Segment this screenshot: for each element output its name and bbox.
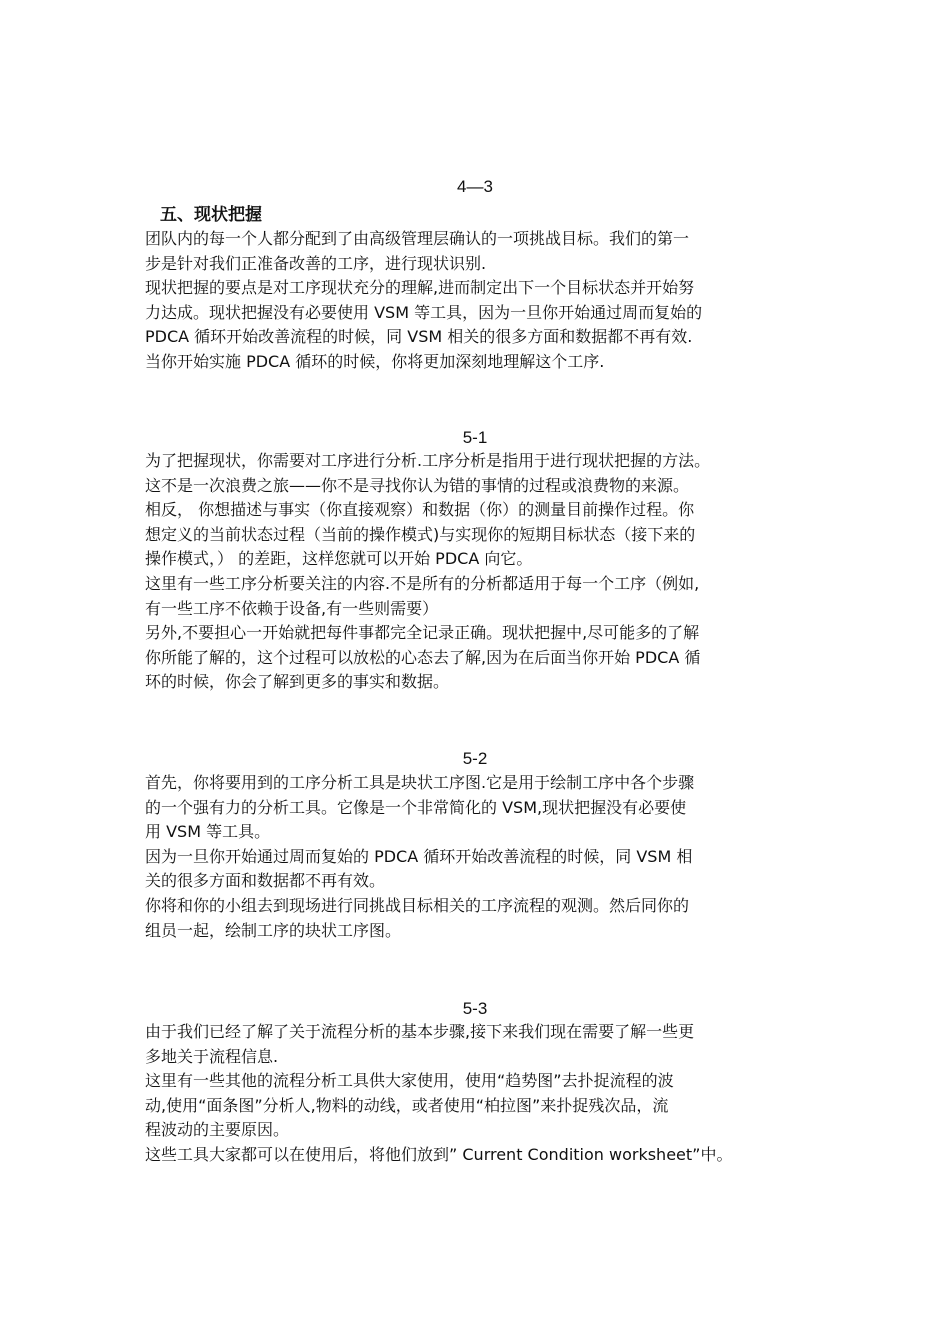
paragraph-line: 相反， 你想描述与事实（你直接观察）和数据（你）的测量目前操作过程。你 xyxy=(145,500,695,520)
paragraph-line: 有一些工序不依赖于设备,有一些则需要） xyxy=(145,598,439,618)
paragraph-line: 步是针对我们正准备改善的工序，进行现状识别. xyxy=(145,253,487,273)
paragraph-line: 你所能了解的，这个过程可以放松的心态去了解,因为在后面当你开始 PDCA 循 xyxy=(145,647,701,667)
section-number-5-1: 5-1 xyxy=(462,428,488,447)
paragraph-line: 另外,不要担心一开始就把每件事都完全记录正确。现状把握中,尽可能多的了解 xyxy=(145,623,700,643)
section-5-2-body xyxy=(145,771,825,943)
section-4-3-body xyxy=(145,227,825,375)
paragraph-line: 力达成。现状把握没有必要使用 VSM 等工具，因为一旦你开始通过周而复始的 xyxy=(145,302,703,322)
paragraph-line: 这不是一次浪费之旅——你不是寻找你认为错的事情的过程或浪费物的来源。 xyxy=(145,475,690,495)
paragraph-line: 为了把握现状，你需要对工序进行分析.工序分析是指用于进行现状把握的方法。 xyxy=(145,451,711,470)
paragraph-line: 由于我们已经了解了关于流程分析的基本步骤,接下来我们现在需要了解一些更 xyxy=(145,1022,695,1041)
section-5-3-body xyxy=(145,1020,825,1168)
section-number-5-2: 5-2 xyxy=(462,749,488,768)
paragraph-line: 程波动的主要原因。 xyxy=(145,1120,290,1140)
paragraph-line: 关的很多方面和数据都不再有效。 xyxy=(145,871,386,891)
paragraph-line: 这里有一些其他的流程分析工具供大家使用，使用“趋势图”去扑捉流程的波 xyxy=(145,1071,674,1091)
paragraph-line: 这里有一些工序分析要关注的内容.不是所有的分析都适用于每一个工序（例如, xyxy=(145,573,700,593)
paragraph-line: 因为一旦你开始通过周而复始的 PDCA 循环开始改善流程的时候，同 VSM 相 xyxy=(145,846,693,866)
paragraph-line: 组员一起，绘制工序的块状工序图。 xyxy=(145,920,402,940)
paragraph-line: 当你开始实施 PDCA 循环的时候，你将更加深刻地理解这个工序. xyxy=(145,351,605,371)
paragraph-line: 用 VSM 等工具。 xyxy=(145,822,271,842)
paragraph-line: 这些工具大家都可以在使用后，将他们放到” Current Condition worksheet”中。 xyxy=(145,1144,733,1164)
section-number-5-3: 5-3 xyxy=(462,999,488,1018)
paragraph-line: 想定义的当前状态过程（当前的操作模式)与实现你的短期目标状态（接下来的 xyxy=(145,524,696,544)
paragraph-line: 的一个强有力的分析工具。它像是一个非常简化的 VSM,现状把握没有必要使 xyxy=(145,797,687,817)
paragraph-line: PDCA 循环开始改善流程的时候，同 VSM 相关的很多方面和数据都不再有效. xyxy=(145,327,693,347)
section-heading: 五、现状把握 xyxy=(160,205,262,225)
paragraph-line: 多地关于流程信息. xyxy=(145,1046,279,1066)
paragraph-line: 首先，你将要用到的工序分析工具是块状工序图.它是用于绘制工序中各个步骤 xyxy=(145,773,695,792)
paragraph-line: 团队内的每一个人都分配到了由高级管理层确认的一项挑战目标。我们的第一 xyxy=(145,229,690,248)
section-5-1-body xyxy=(145,449,825,695)
paragraph-line: 操作模式，） 的差距，这样您就可以开始 PDCA 向它。 xyxy=(145,549,533,569)
paragraph-line: 动,使用“面条图”分析人,物料的动线，或者使用“柏拉图”来扑捉残次品，流 xyxy=(145,1095,669,1115)
paragraph-line: 环的时候，你会了解到更多的事实和数据。 xyxy=(145,672,450,692)
paragraph-line: 现状把握的要点是对工序现状充分的理解,进而制定出下一个目标状态并开始努 xyxy=(145,278,695,298)
paragraph-line: 你将和你的小组去到现场进行同挑战目标相关的工序流程的观测。然后同你的 xyxy=(145,895,690,915)
section-number-4-3: 4—3 xyxy=(457,177,493,196)
